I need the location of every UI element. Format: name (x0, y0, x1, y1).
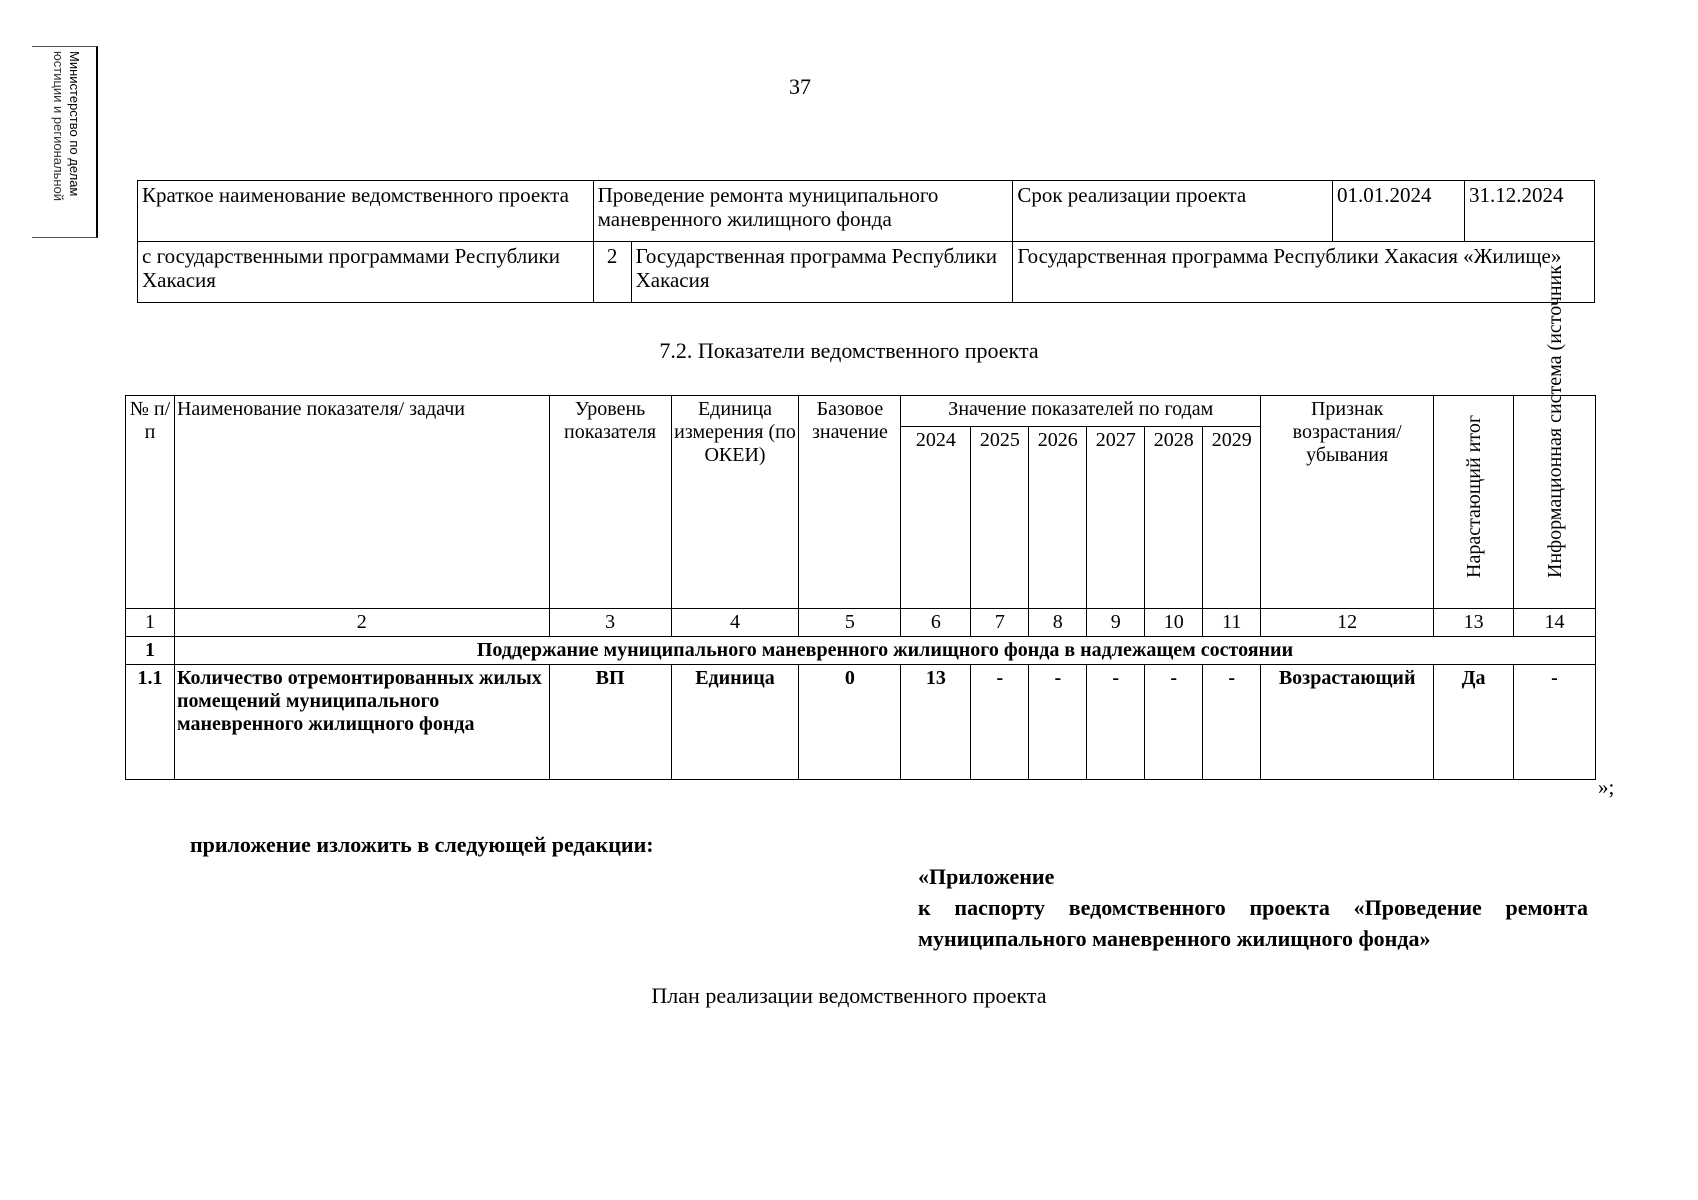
row-level: ВП (549, 665, 671, 780)
header-base: Базовое значение (799, 396, 901, 609)
column-numbers-row (126, 609, 1596, 637)
term-end: 31.12.2024 (1465, 181, 1595, 242)
header-num: № п/п (126, 396, 175, 609)
project-header-table (137, 180, 1595, 303)
header-level: Уровень показателя (549, 396, 671, 609)
col-num-12: 12 (1261, 609, 1434, 637)
row-unit: Единица (671, 665, 799, 780)
program-label: Государственная программа Республики Хакасия (631, 242, 1013, 303)
header-year-2024: 2024 (901, 427, 971, 609)
row-name: Количество отремонтированных жилых помещений муниципального маневренного жилищного фонда (174, 665, 549, 780)
col-num-9: 9 (1087, 609, 1145, 637)
col-num-5: 5 (799, 609, 901, 637)
closing-quote: »; (1598, 775, 1615, 799)
term-label: Срок реализации проекта (1013, 181, 1333, 242)
col-num-10: 10 (1145, 609, 1203, 637)
row-year-2029: - (1203, 665, 1261, 780)
short-name-label: Краткое наименование ведомственного проекта (138, 181, 594, 242)
header-info-system-text: Информационная система (источник (1543, 265, 1566, 578)
row-trend: Возрастающий (1261, 665, 1434, 780)
task-row (126, 637, 1596, 665)
header-year-2027: 2027 (1087, 427, 1145, 609)
header-year-2026: 2026 (1029, 427, 1087, 609)
appendix-line-3: муниципального маневренного жилищного фонда» (918, 925, 1431, 951)
col-num-8: 8 (1029, 609, 1087, 637)
header-year-2028: 2028 (1145, 427, 1203, 609)
section-title: 7.2. Показатели ведомственного проекта (659, 338, 1039, 363)
page-number: 37 (789, 74, 811, 99)
stamp-line-1: Министерство по делам (67, 51, 82, 197)
row-year-2027: - (1087, 665, 1145, 780)
col-num-7: 7 (971, 609, 1029, 637)
col-num-3: 3 (549, 609, 671, 637)
row-info-system: - (1514, 665, 1596, 780)
col-num-11: 11 (1203, 609, 1261, 637)
appendix-header (918, 862, 1588, 954)
header-name: Наименование показателя/ задачи (174, 396, 549, 609)
appendix-line-2: к паспорту ведомственного проекта «Проведение ремонта (918, 894, 1588, 920)
header-cumulative (1434, 396, 1514, 609)
header-year-2025: 2025 (971, 427, 1029, 609)
col-num-14: 14 (1514, 609, 1596, 637)
task-num: 1 (126, 637, 175, 665)
row-year-2028: - (1145, 665, 1203, 780)
task-title: Поддержание муниципального маневренного жилищного фонда в надлежащем состоянии (174, 637, 1595, 665)
project-name: Проведение ремонта муниципального маневренного жилищного фонда (593, 181, 1013, 242)
col-num-2: 2 (174, 609, 549, 637)
plan-title: План реализации ведомственного проекта (651, 983, 1047, 1008)
program-count: 2 (593, 242, 631, 303)
row-num: 1.1 (126, 665, 175, 780)
header-trend: Признак возрастания/ убывания (1261, 396, 1434, 609)
header-cumulative-text: Нарастающий итог (1462, 414, 1485, 578)
header-info-system (1514, 265, 1596, 609)
header-by-years: Значение показателей по годам (901, 396, 1261, 427)
registration-stamp (32, 46, 98, 238)
row-cumulative: Да (1434, 665, 1514, 780)
col-num-4: 4 (671, 609, 799, 637)
header-unit: Единица измерения (по ОКЕИ) (671, 396, 799, 609)
col-num-6: 6 (901, 609, 971, 637)
row-year-2025: - (971, 665, 1029, 780)
row-base: 0 (799, 665, 901, 780)
term-start: 01.01.2024 (1333, 181, 1465, 242)
stamp-line-2: юстиции и региональной (51, 51, 66, 202)
header-year-2029: 2029 (1203, 427, 1261, 609)
col-num-1: 1 (126, 609, 175, 637)
row-year-2026: - (1029, 665, 1087, 780)
row-year-2024: 13 (901, 665, 971, 780)
program-name: Государственная программа Республики Хакасия «Жилище» (1013, 242, 1595, 303)
state-programs-label: с государственными программами Республики Хакасия (138, 242, 594, 303)
col-num-13: 13 (1434, 609, 1514, 637)
instruction-text: приложение изложить в следующей редакции: (190, 832, 654, 857)
table-row (126, 665, 1596, 780)
appendix-line-1: «Приложение (918, 864, 1055, 889)
